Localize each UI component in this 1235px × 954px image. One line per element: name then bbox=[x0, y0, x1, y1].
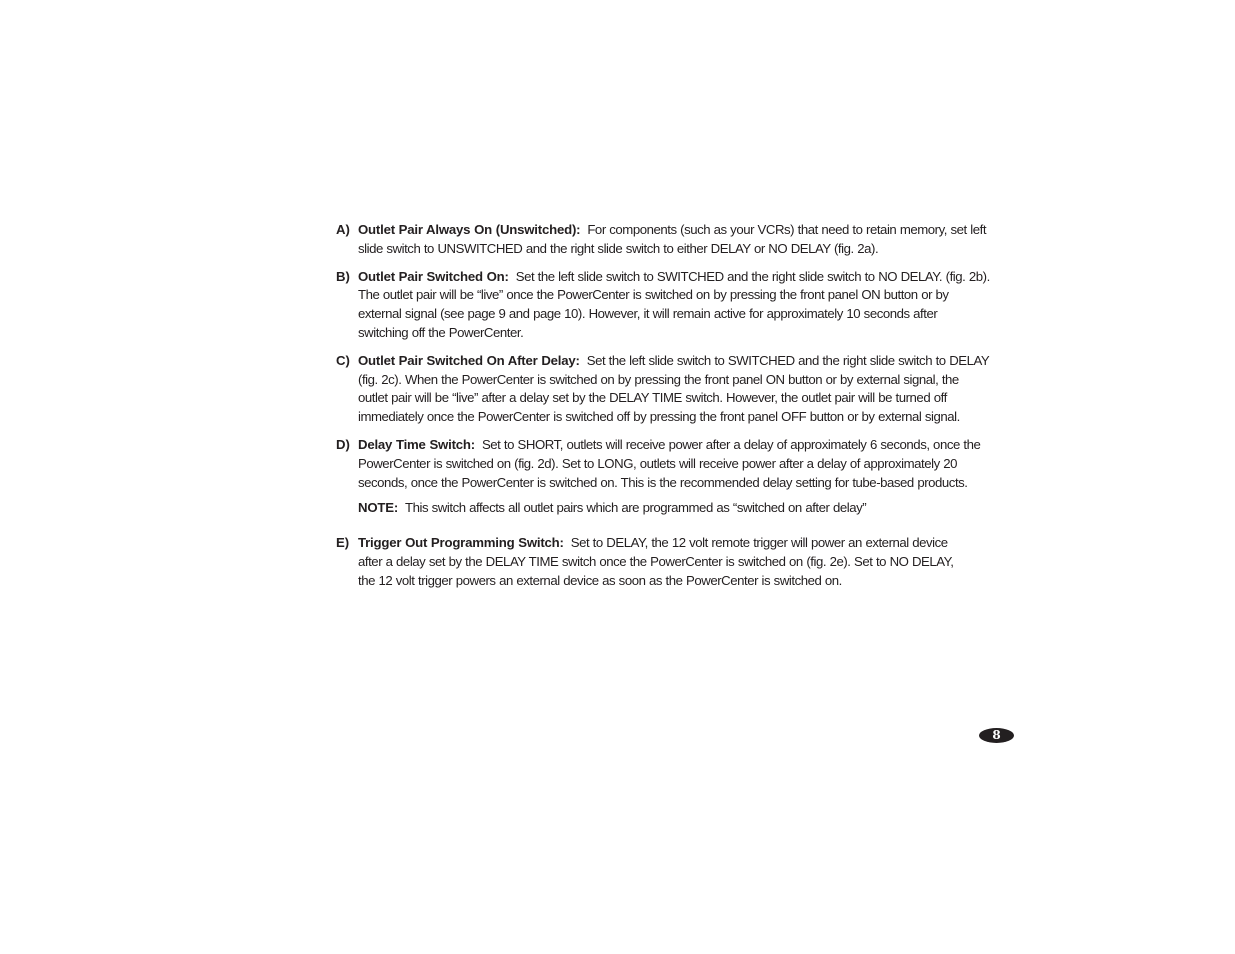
page-number-badge: 8 bbox=[979, 728, 1014, 743]
item-letter: A) bbox=[336, 222, 350, 237]
note-title: NOTE: bbox=[358, 500, 399, 516]
instruction-item-b bbox=[336, 268, 990, 343]
note bbox=[358, 499, 994, 518]
item-text: Set the left slide switch to SWITCHED and the right slide switch to NO DELAY. (fig. 2b). The outlet pair will be “live” once the PowerCenter is switched on by pressing the front panel ON button or by external signal (see page 9 and page 10). However, it will remain active for approximately 10 seconds after switching off the PowerCenter. bbox=[358, 268, 990, 340]
item-text: Set to DELAY, the 12 volt remote trigger will power an external device after a delay set by the DELAY TIME switch once the PowerCenter is switched on (fig. 2e). Set to NO DELAY, the 12 volt trigger powers an external device as soon as the PowerCenter is switched on. bbox=[358, 535, 954, 588]
item-title: Delay Time Switch: bbox=[358, 436, 475, 452]
item-title: Outlet Pair Switched On: bbox=[358, 268, 509, 284]
item-letter: E) bbox=[336, 535, 350, 551]
instruction-item-d bbox=[336, 436, 994, 518]
item-text: For components (such as your VCRs) that need to retain memory, set left slide switch to UNSWITCHED and the right slide switch to either DELAY or NO DELAY (fig. 2a). bbox=[358, 222, 987, 256]
item-letter: B) bbox=[336, 268, 350, 284]
item-title: Trigger Out Programming Switch: bbox=[358, 535, 564, 551]
item-text: Set the left slide switch to SWITCHED and the right slide switch to DELAY (fig. 2c). When the PowerCenter is switched on by pressing the front panel ON button or by external signal, the outlet pair will be “live” after a delay set by the DELAY TIME switch. However, the outlet pair will be turned off immediately once the PowerCenter is switched off by pressing the front panel OFF button or by external signal. bbox=[358, 352, 989, 425]
item-title: Outlet Pair Switched On After Delay: bbox=[358, 352, 580, 368]
instructions-list bbox=[336, 221, 990, 591]
instruction-item-a bbox=[336, 221, 1006, 259]
item-letter: D) bbox=[336, 436, 350, 452]
instruction-item-e bbox=[336, 534, 970, 590]
item-letter: C) bbox=[336, 352, 350, 368]
note-text: This switch affects all outlet pairs which are programmed as “switched on after delay” bbox=[405, 500, 867, 516]
item-text: Set to SHORT, outlets will receive power after a delay of approximately 6 seconds, once the PowerCenter is switched on (fig. 2d). Set to LONG, outlets will receive power after a delay of approximately 20 seconds, once the PowerCenter is switched on. This is the recommended delay setting for tube-based products. bbox=[358, 436, 981, 490]
item-title: Outlet Pair Always On (Unswitched): bbox=[358, 222, 581, 237]
instruction-item-c bbox=[336, 352, 990, 427]
